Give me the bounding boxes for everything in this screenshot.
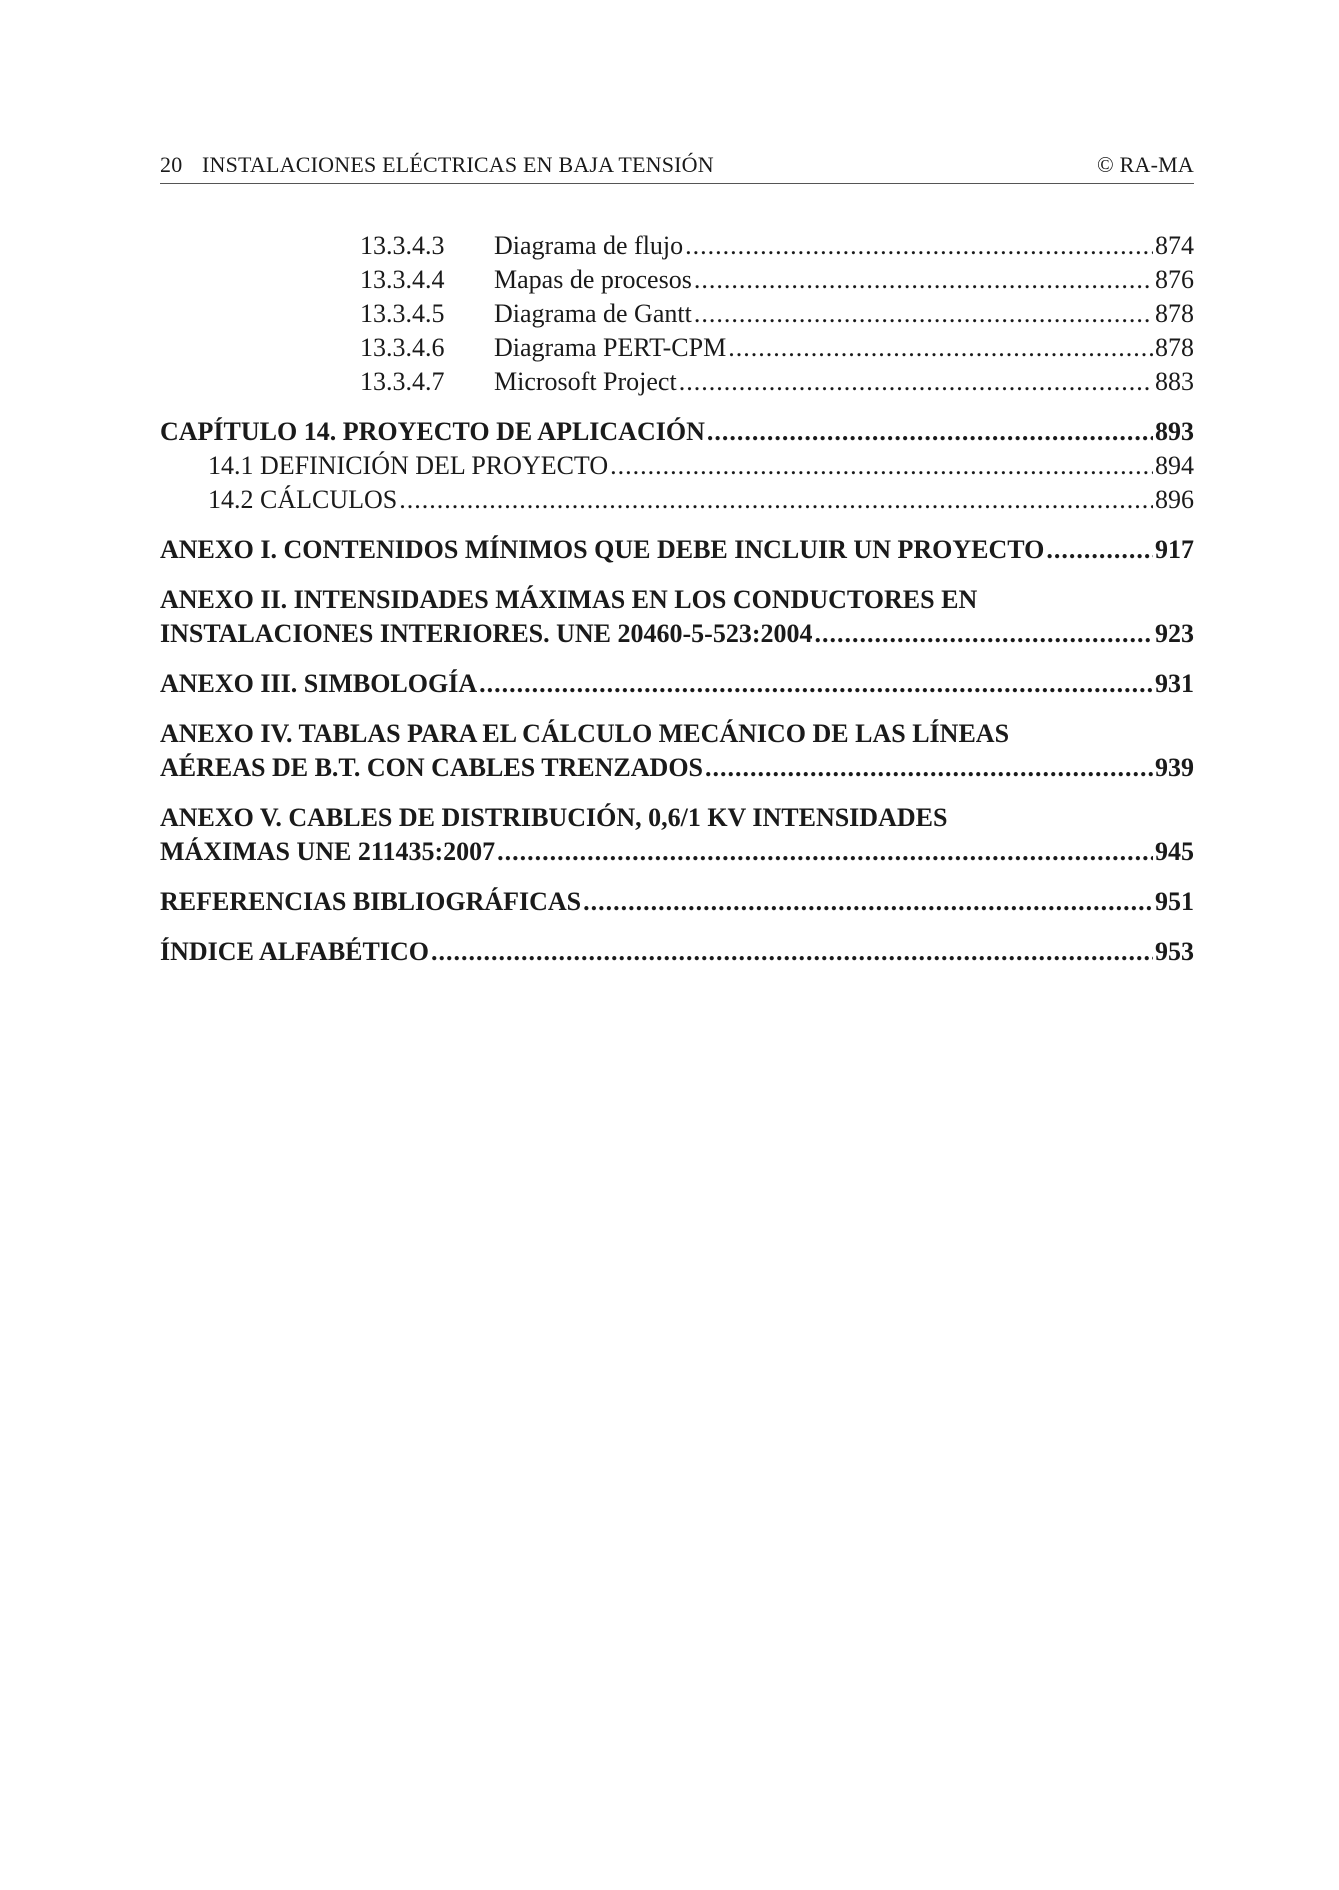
table-of-contents <box>160 231 1194 971</box>
toc-entry-page: 874 <box>1155 231 1194 260</box>
dot-leader <box>694 265 1153 295</box>
dot-leader <box>705 753 1153 783</box>
running-header <box>160 152 1194 184</box>
dot-leader <box>399 485 1153 515</box>
dot-leader <box>694 299 1153 329</box>
toc-annex-title: ANEXO III. SIMBOLOGÍA <box>160 669 478 698</box>
toc-index[interactable] <box>160 937 1194 971</box>
toc-entry-page: 883 <box>1155 367 1194 396</box>
dot-leader <box>707 417 1153 447</box>
toc-annex-2[interactable] <box>160 585 1194 653</box>
toc-annex-title-line2: AÉREAS DE B.T. CON CABLES TRENZADOS <box>160 753 704 782</box>
toc-annex-page: 931 <box>1155 669 1194 698</box>
toc-references-title: REFERENCIAS BIBLIOGRÁFICAS <box>160 887 582 916</box>
toc-entry-number: 13.3.4.7 <box>360 367 445 396</box>
dot-leader <box>815 619 1153 649</box>
toc-annex-3[interactable] <box>160 669 1194 703</box>
dot-leader <box>679 367 1153 397</box>
toc-entry-page: 876 <box>1155 265 1194 294</box>
toc-index-page: 953 <box>1155 937 1194 966</box>
toc-annex-1[interactable] <box>160 535 1194 569</box>
toc-chapter-14[interactable] <box>160 417 1194 451</box>
toc-entry-title: Diagrama de Gantt <box>494 299 692 328</box>
toc-annex-title-line1: ANEXO V. CABLES DE DISTRIBUCIÓN, 0,6/1 KV INTENSIDADES <box>160 803 948 832</box>
toc-entry-page: 878 <box>1155 299 1194 328</box>
toc-annex-title-line2: INSTALACIONES INTERIORES. UNE 20460-5-523:2004 <box>160 619 813 648</box>
toc-annex-title-line2: MÁXIMAS UNE 211435:2007 <box>160 837 496 866</box>
toc-section-14-1[interactable] <box>160 451 1194 485</box>
toc-entry-13-3-4-7[interactable] <box>160 367 1194 401</box>
toc-entry-number: 13.3.4.4 <box>360 265 445 294</box>
dot-leader <box>685 231 1153 261</box>
toc-entry-title: Diagrama de flujo <box>494 231 684 260</box>
toc-annex-page: 945 <box>1155 837 1194 866</box>
toc-section-page: 896 <box>1155 485 1194 514</box>
toc-annex-title: ANEXO I. CONTENIDOS MÍNIMOS QUE DEBE INCLUIR UN PROYECTO <box>160 535 1045 564</box>
toc-section-page: 894 <box>1155 451 1194 480</box>
header-page-number: 20 <box>160 152 183 177</box>
toc-annex-title-line1: ANEXO II. INTENSIDADES MÁXIMAS EN LOS CONDUCTORES EN <box>160 585 978 614</box>
toc-section-title: 14.1 DEFINICIÓN DEL PROYECTO <box>208 451 609 480</box>
toc-annex-page: 923 <box>1155 619 1194 648</box>
toc-section-14-2[interactable] <box>160 485 1194 519</box>
dot-leader <box>479 669 1153 699</box>
toc-index-title: ÍNDICE ALFABÉTICO <box>160 937 429 966</box>
toc-annex-page: 917 <box>1155 535 1194 564</box>
toc-entry-13-3-4-4[interactable] <box>160 265 1194 299</box>
dot-leader <box>728 333 1153 363</box>
toc-entry-page: 878 <box>1155 333 1194 362</box>
header-publisher: © RA-MA <box>1097 152 1194 177</box>
header-book-title: INSTALACIONES ELÉCTRICAS EN BAJA TENSIÓN <box>202 152 714 177</box>
toc-annex-page: 939 <box>1155 753 1194 782</box>
toc-entry-number: 13.3.4.5 <box>360 299 445 328</box>
toc-annex-4[interactable] <box>160 719 1194 787</box>
toc-references[interactable] <box>160 887 1194 921</box>
toc-entry-title: Diagrama PERT-CPM <box>494 333 727 362</box>
toc-entry-title: Microsoft Project <box>494 367 677 396</box>
toc-section-title: 14.2 CÁLCULOS <box>208 485 398 514</box>
toc-chapter-title: CAPÍTULO 14. PROYECTO DE APLICACIÓN <box>160 417 705 446</box>
toc-entry-number: 13.3.4.3 <box>360 231 445 260</box>
dot-leader <box>497 837 1153 867</box>
toc-entry-title: Mapas de procesos <box>494 265 692 294</box>
toc-annex-title-line1: ANEXO IV. TABLAS PARA EL CÁLCULO MECÁNICO DE LAS LÍNEAS <box>160 719 1010 748</box>
dot-leader <box>610 451 1153 481</box>
toc-annex-5[interactable] <box>160 803 1194 871</box>
toc-entry-13-3-4-5[interactable] <box>160 299 1194 333</box>
toc-entry-13-3-4-3[interactable] <box>160 231 1194 265</box>
toc-references-page: 951 <box>1155 887 1194 916</box>
dot-leader <box>431 937 1153 967</box>
toc-entry-13-3-4-6[interactable] <box>160 333 1194 367</box>
toc-chapter-page: 893 <box>1155 417 1194 446</box>
dot-leader <box>583 887 1153 917</box>
dot-leader <box>1046 535 1153 565</box>
toc-entry-number: 13.3.4.6 <box>360 333 445 362</box>
